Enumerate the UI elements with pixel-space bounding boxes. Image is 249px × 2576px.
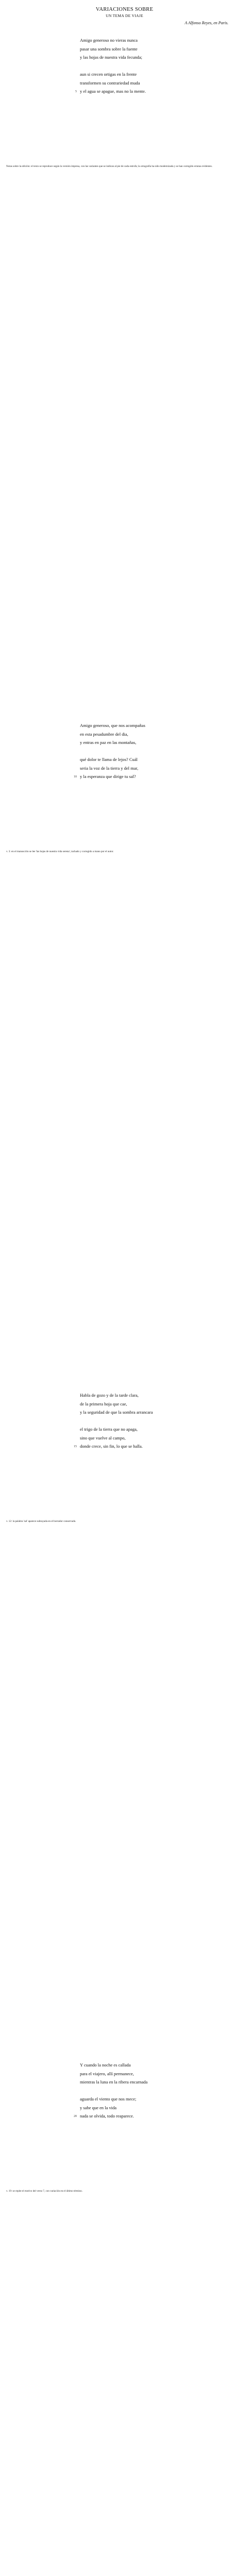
poem-line: y la esperanza que dirige tu sal? 10 <box>80 772 188 781</box>
poem-line: Amigo generoso no vieras nunca <box>80 38 138 43</box>
textual-note: v. 12: la palabra 'sal' aparece subrayada en el borrador conservado. <box>6 1520 76 1523</box>
textual-note: v. 19: se repite el motivo del verso 7, con variación en el último término. <box>6 2190 83 2193</box>
poem-line <box>80 747 188 756</box>
poem-line: mientras la luna en la ribera encarnada <box>80 2079 148 2084</box>
poem-line: transformen su contrariedad muda <box>80 80 140 86</box>
textual-note: v. 3: en el manuscrito se lee 'las hojas de nuestra vida serena', tachado y corregido a mano por el autor. <box>6 850 114 853</box>
line-number: 15 <box>74 1445 77 1448</box>
poem-line: seria la voz de la tierra y del mar, <box>80 765 139 771</box>
poem-line <box>80 2087 188 2095</box>
poem-line <box>80 1417 188 1426</box>
stanza <box>75 36 188 96</box>
poem-line: en esta pesadumbre del dia, <box>80 731 128 737</box>
poem-line: y sabe que en la vida <box>80 2105 117 2110</box>
poem-subtitle: UN TEMA DE VIAJE <box>106 13 143 18</box>
poem-line: donde crece, sin fin, lo que se halla. 15 <box>80 1442 188 1451</box>
dedication: A Alfonso Reyes, en Paris. <box>185 21 228 25</box>
poem-line: qué dolor te llama de lejos? Cuál <box>80 757 138 762</box>
poem-line: aun si crecen ortigas en la frente <box>80 72 137 77</box>
line-number: 5 <box>75 90 77 93</box>
poem-line: y entras en paz en las montañas, <box>80 740 137 745</box>
poem-line: y el agua se apague, mas no la mente. 5 <box>80 87 188 96</box>
line-number: 20 <box>74 2115 77 2118</box>
stanza <box>74 721 188 781</box>
line-number: 10 <box>74 775 77 778</box>
poem-line: para el viajero, allí permanece, <box>80 2071 134 2076</box>
poem-line: y la seguridad de que la sombra arrancara <box>80 1410 153 1415</box>
poem-line: Y cuando la noche es callada <box>80 2062 131 2067</box>
poem-line: de la primera hoja que cae, <box>80 1401 127 1406</box>
poem-line: Habla de gozo y de la tarde clara, <box>80 1393 139 1398</box>
poem-line <box>80 62 188 71</box>
stanza <box>74 1391 188 1451</box>
textual-note: Notas sobre la edición: el texto se reproduce según la versión impresa, con las variantes que se indican al pie de cada estrofa; la ortografía ha sido modernizada y se han corregido erratas evidentes. <box>6 165 212 168</box>
poem-line: y las hojas de nuestra vida fecunda; <box>80 55 142 60</box>
stanza <box>74 2061 188 2121</box>
poem-title: VARIACIONES SOBRE <box>95 7 154 12</box>
poem-line: Amigo generoso, que nos acompañas <box>80 723 145 728</box>
poem-line: nada se olvida, todo reaparece. 20 <box>80 2112 188 2121</box>
poem-line: el trigo de la tierra que no apaga, <box>80 1427 138 1432</box>
poem-line: sino que vuelve al campo, <box>80 1435 126 1440</box>
poem-line: pasar una sombra sobre la fuente <box>80 46 138 52</box>
poem-line: aguarda el viento que nos mece; <box>80 2096 137 2102</box>
